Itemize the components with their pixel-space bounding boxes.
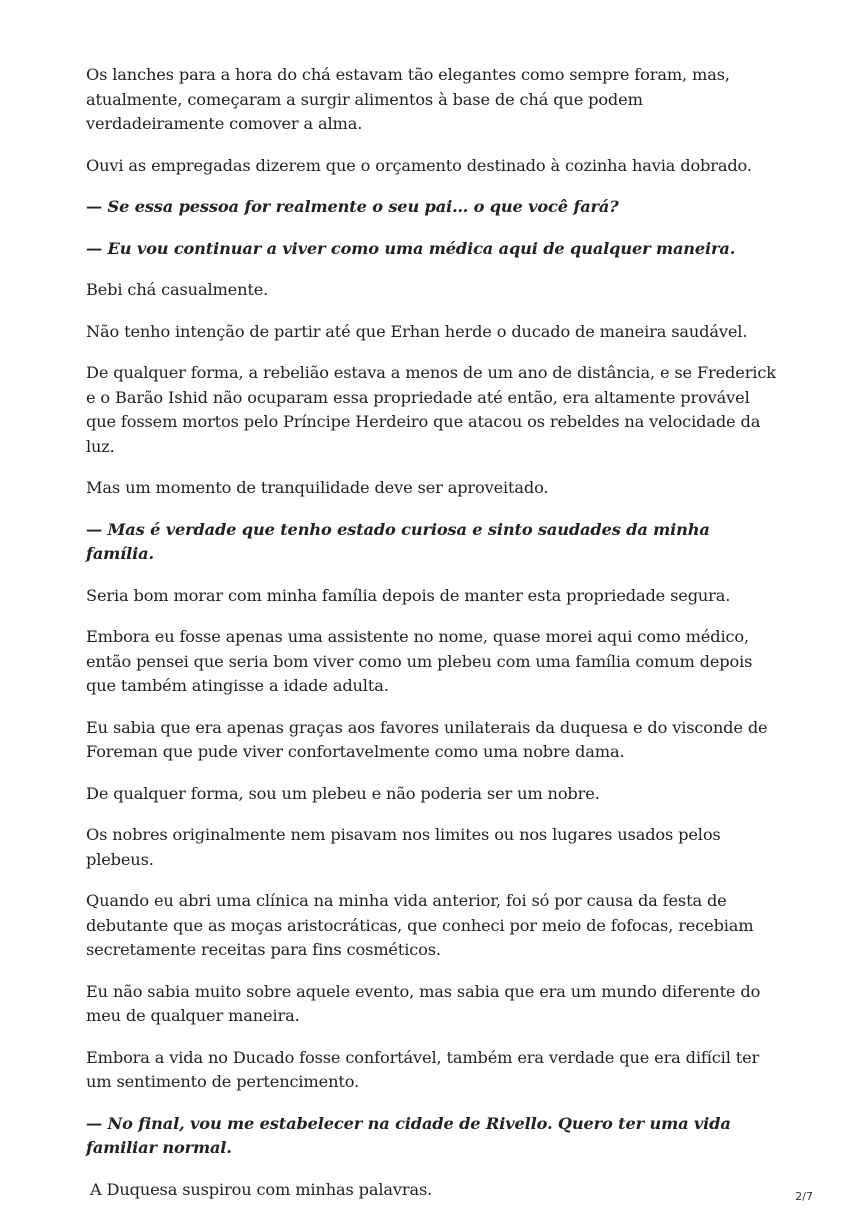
paragraph-11: Embora eu fosse apenas uma assistente no nome, quase morei aqui como médico, então pensei que seria bom viver como um plebeu com uma família comum depois que também atingisse a idade adulta. <box>86 627 753 695</box>
dialog-line-4: — No final, vou me estabelecer na cidade de Rivello. Quero ter uma vida familiar normal. <box>86 1113 731 1157</box>
paragraph-13: De qualquer forma, sou um plebeu e não poderia ser um nobre. <box>86 783 600 803</box>
paragraph-7: De qualquer forma, a rebelião estava a menos de um ano de distância, e se Frederick e o Barão Ishid não ocuparam essa propriedade até então, era altamente provável que fossem mortos pelo Príncipe Herdeiro que atacou os rebeldes na velocidade da luz. <box>86 363 776 456</box>
paragraph-10: Seria bom morar com minha família depois de manter esta propriedade segura. <box>86 585 731 605</box>
paragraph-12: Eu sabia que era apenas graças aos favores unilaterais da duquesa e do visconde de Foreman que pude viver confortavelmente como uma nobre dama. <box>86 717 768 761</box>
dialog-line-3: — Mas é verdade que tenho estado curiosa e sinto saudades da minha família. <box>86 519 710 563</box>
dialog-line-2: — Eu vou continuar a viver como uma médica aqui de qualquer maneira. <box>86 238 736 258</box>
paragraph-6: Não tenho intenção de partir até que Erhan herde o ducado de maneira saudável. <box>86 321 748 341</box>
paragraph-2: Ouvi as empregadas dizerem que o orçamento destinado à cozinha havia dobrado. <box>86 155 752 175</box>
paragraph-1: Os lanches para a hora do chá estavam tão elegantes como sempre foram, mas, atualmente, começaram a surgir alimentos à base de chá que podem verdadeiramente comover a alma. <box>86 65 730 133</box>
paragraph-5: Bebi chá casualmente. <box>86 280 269 299</box>
paragraph-15: Quando eu abri uma clínica na minha vida anterior, foi só por causa da festa de debutante que as moças aristocráticas, que conheci por meio de fofocas, recebiam secretamente receitas para fins cosméticos. <box>86 891 754 959</box>
paragraph-14: Os nobres originalmente nem pisavam nos limites ou nos lugares usados pelos plebeus. <box>86 825 721 869</box>
dialog-line-1: — Se essa pessoa for realmente o seu pai… o que você fará? <box>86 197 619 216</box>
paragraph-19: A Duquesa suspirou com minhas palavras. <box>90 1179 433 1199</box>
paragraph-17: Embora a vida no Ducado fosse confortável, também era verdade que era difícil ter um sentimento de pertencimento. <box>86 1047 760 1091</box>
page-number: 2/7 <box>795 1190 813 1203</box>
paragraph-8: Mas um momento de tranquilidade deve ser aproveitado. <box>86 478 549 497</box>
paragraph-16: Eu não sabia muito sobre aquele evento, mas sabia que era um mundo diferente do meu de qualquer maneira. <box>86 981 761 1025</box>
document-body <box>86 63 780 1219</box>
